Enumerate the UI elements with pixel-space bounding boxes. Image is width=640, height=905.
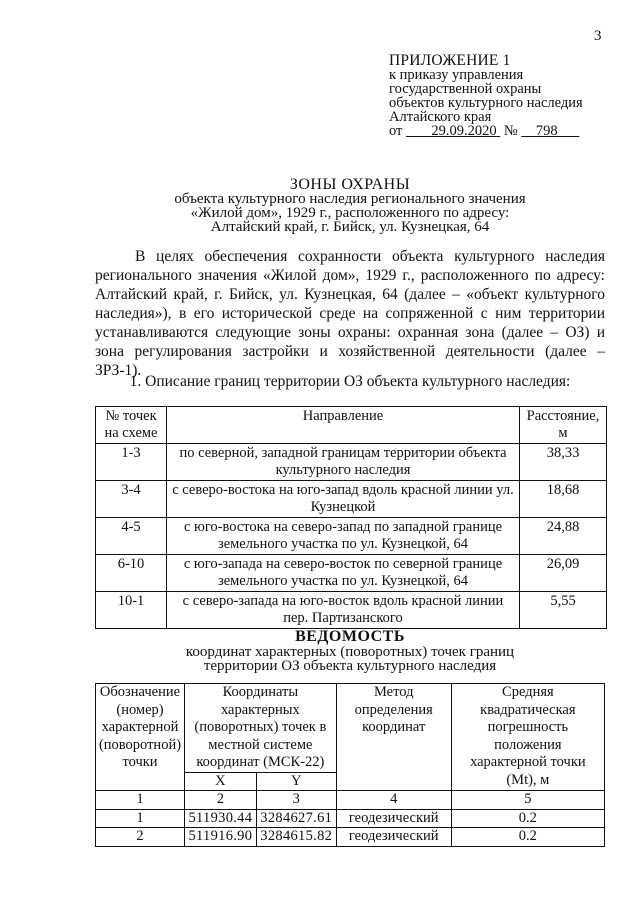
cell-y: 3284615.82 — [256, 828, 336, 847]
table-row — [96, 518, 607, 555]
col-number: 2 — [185, 791, 257, 810]
cell-points: 6-10 — [96, 555, 167, 592]
zones-subtitle — [60, 192, 640, 234]
appendix-date-line — [389, 124, 629, 138]
order-number: 798 — [535, 123, 558, 139]
cell-direction: с северо-востока на юго-запад вдоль красной линии ул. Кузнецкой — [167, 481, 520, 518]
cell-direction: с юго-востока на северо-запад по западной границе земельного участка по ул. Кузнецкой, 64 — [167, 518, 520, 555]
subtitle-line: Алтайский край, г. Бийск, ул. Кузнецкая, 64 — [210, 219, 490, 235]
cell-point: 2 — [96, 828, 185, 847]
appendix-block — [389, 54, 629, 138]
cell-x: 511930.44 — [185, 809, 257, 828]
header-error: Средняя квадратическая погрешность положения характерной точки (Mt), м — [451, 684, 604, 791]
header-y: Y — [256, 772, 336, 791]
section1-title: 1. Описание границ территории ОЗ объекта культурного наследия: — [129, 373, 571, 390]
table-row — [96, 481, 607, 518]
appendix-line: к приказу управления — [389, 67, 524, 83]
date-prefix: от — [389, 123, 403, 139]
cell-error: 0.2 — [451, 828, 604, 847]
cell-points: 3-4 — [96, 481, 167, 518]
table-header-row — [96, 407, 607, 444]
boundary-table — [95, 406, 607, 629]
cell-distance: 5,55 — [520, 592, 607, 629]
col-number: 5 — [451, 791, 604, 810]
cell-direction: с юго-запада на северо-восток по северной границе земельного участка по ул. Кузнецкой, 64 — [167, 555, 520, 592]
cell-y: 3284627.61 — [256, 809, 336, 828]
page-number: 3 — [594, 28, 602, 44]
cell-direction: по северной, западной границам территории объекта культурного наследия — [167, 444, 520, 481]
vedomost-title: ВЕДОМОСТЬ — [295, 628, 405, 645]
header-direction: Направление — [167, 407, 520, 444]
cell-points: 1-3 — [96, 444, 167, 481]
table-row — [96, 592, 607, 629]
cell-distance: 38,33 — [520, 444, 607, 481]
table-header-row — [96, 684, 605, 773]
cell-points: 10-1 — [96, 592, 167, 629]
column-number-row — [96, 791, 605, 810]
header-method: Метод определения координат — [336, 684, 451, 791]
subtitle-line: территории ОЗ объекта культурного наследия — [203, 658, 497, 674]
table-row — [96, 555, 607, 592]
col-number: 3 — [256, 791, 336, 810]
vedomost-subtitle — [60, 645, 640, 673]
zones-title: ЗОНЫ ОХРАНЫ — [289, 176, 411, 193]
cell-distance: 24,88 — [520, 518, 607, 555]
cell-method: геодезический — [336, 809, 451, 828]
cell-point: 1 — [96, 809, 185, 828]
subtitle-line: координат характерных (поворотных) точек границ — [185, 644, 515, 660]
appendix-title: ПРИЛОЖЕНИЕ 1 — [389, 52, 511, 69]
cell-error: 0.2 — [451, 809, 604, 828]
appendix-line: объектов культурного наследия — [389, 95, 583, 111]
header-distance: Расстояние, м — [520, 407, 607, 444]
header-coords: Координаты характерных (поворотных) точек в местной системе координат (МСК-22) — [185, 684, 337, 773]
cell-direction: с северо-запада на юго-восток вдоль красной линии пер. Партизанского — [167, 592, 520, 629]
subtitle-line: «Жилой дом», 1929 г., расположенного по адресу: — [190, 205, 510, 221]
table-row — [96, 828, 605, 847]
col-number: 1 — [96, 791, 185, 810]
cell-distance: 26,09 — [520, 555, 607, 592]
intro-paragraph: В целях обеспечения сохранности объекта культурного наследия регионального значения «Жилой дом», 1929 г., расположенного по адресу: Алтайский край, г. Бийск, ул. Кузнецкая, 64 (далее – «объект культурного наследия»), в его исторической среде на сопряженной с ним территории устанавливаются следующие зоны охраны: охранная зона (далее – ОЗ) и зона регулирования застройки и хозяйственной деятельности (далее – ЗРЗ-1). — [95, 248, 605, 379]
col-number: 4 — [336, 791, 451, 810]
header-points: № точек на схеме — [96, 407, 167, 444]
subtitle-line: объекта культурного наследия регионального значения — [174, 191, 526, 207]
cell-method: геодезический — [336, 828, 451, 847]
table-row — [96, 444, 607, 481]
number-prefix: № — [503, 123, 518, 139]
header-x: X — [185, 772, 257, 791]
cell-distance: 18,68 — [520, 481, 607, 518]
order-date: 29.09.2020 — [431, 123, 497, 139]
appendix-line: государственной охраны — [389, 81, 542, 97]
header-point: Обозначение (номер) характерной (поворотной) точки — [96, 684, 185, 791]
coordinates-table — [95, 683, 605, 847]
table-row — [96, 809, 605, 828]
cell-points: 4-5 — [96, 518, 167, 555]
cell-x: 511916.90 — [185, 828, 257, 847]
appendix-line: Алтайского края — [389, 109, 492, 125]
